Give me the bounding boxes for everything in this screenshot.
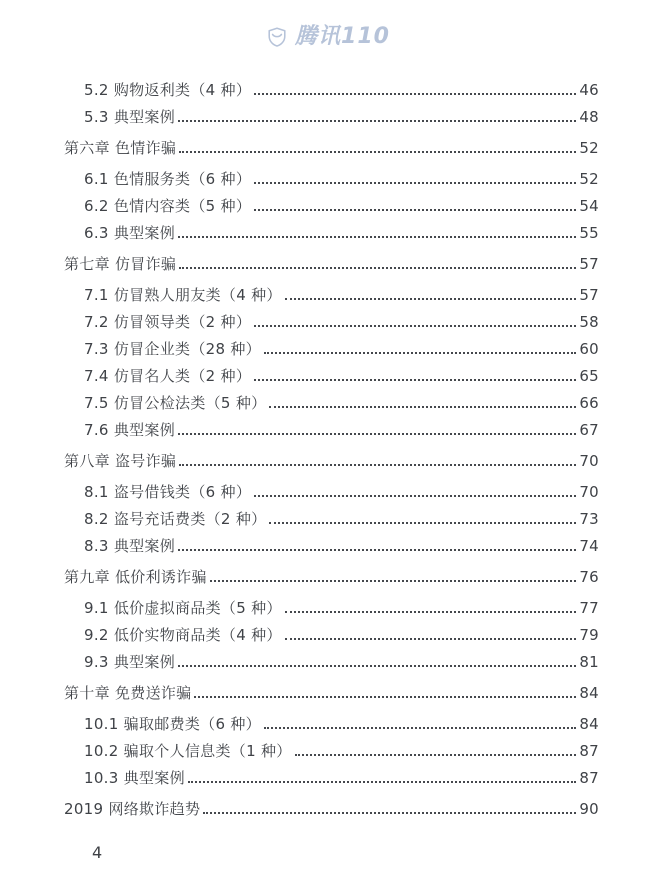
tencent110-logo <box>0 26 656 48</box>
toc-entry[interactable] <box>64 281 599 308</box>
dot-leader <box>254 371 576 381</box>
toc-entry-label: 9.2 低价实物商品类（4 种） <box>84 626 282 644</box>
toc-entry[interactable] <box>64 594 599 621</box>
dot-leader <box>178 541 576 551</box>
toc-entry[interactable] <box>64 710 599 737</box>
toc-entry-page: 84 <box>579 714 599 733</box>
toc-entry[interactable] <box>64 165 599 192</box>
dot-leader <box>264 719 576 729</box>
toc-entry-label: 10.1 骗取邮费类（6 种） <box>84 715 261 733</box>
logo-text: 腾讯110 <box>295 24 390 49</box>
toc-entry[interactable] <box>64 76 599 103</box>
dot-leader <box>179 456 576 466</box>
toc-entry-label: 10.3 典型案例 <box>84 769 185 787</box>
toc-entry-page: 87 <box>579 741 599 760</box>
toc-entry-label: 7.5 仿冒公检法类（5 种） <box>84 394 267 412</box>
toc-entry-page: 74 <box>579 536 599 555</box>
dot-leader <box>178 112 576 122</box>
toc-entry-page: 57 <box>579 285 599 304</box>
dot-leader <box>269 514 576 524</box>
toc-entry-label: 2019 网络欺诈趋势 <box>64 800 201 818</box>
toc-entry-label: 5.2 购物返利类（4 种） <box>84 81 252 99</box>
dot-leader <box>178 228 576 238</box>
toc-entry[interactable] <box>64 505 599 532</box>
toc-entry-page: 57 <box>579 254 599 273</box>
toc-entry[interactable] <box>64 621 599 648</box>
toc-entry[interactable] <box>64 679 599 706</box>
toc-entry-page: 77 <box>579 598 599 617</box>
toc-entry-label: 第九章 低价利诱诈骗 <box>64 568 207 586</box>
toc-entry-label: 7.4 仿冒名人类（2 种） <box>84 367 252 385</box>
dot-leader <box>203 804 576 814</box>
dot-leader <box>254 317 576 327</box>
toc-entry-page: 52 <box>579 169 599 188</box>
toc-entry[interactable] <box>64 532 599 559</box>
shield-icon <box>266 26 288 48</box>
toc-entry-page: 65 <box>579 366 599 385</box>
dot-leader <box>194 688 576 698</box>
dot-leader <box>254 174 576 184</box>
toc-entry[interactable] <box>64 219 599 246</box>
dot-leader <box>285 603 577 613</box>
toc-entry-page: 48 <box>579 107 599 126</box>
toc-entry-page: 81 <box>579 652 599 671</box>
toc-entry-label: 第六章 色情诈骗 <box>64 139 177 157</box>
dot-leader <box>295 746 577 756</box>
toc-entry-page: 87 <box>579 768 599 787</box>
toc-entry[interactable] <box>64 648 599 675</box>
toc-entry-label: 6.2 色情内容类（5 种） <box>84 197 252 215</box>
toc-entry-label: 6.1 色情服务类（6 种） <box>84 170 252 188</box>
toc-entry-label: 9.1 低价虚拟商品类（5 种） <box>84 599 282 617</box>
toc-entry-page: 58 <box>579 312 599 331</box>
toc-entry[interactable] <box>64 764 599 791</box>
dot-leader <box>285 630 577 640</box>
toc-entry-label: 7.1 仿冒熟人朋友类（4 种） <box>84 286 282 304</box>
toc-entry-page: 67 <box>579 420 599 439</box>
toc-entry-page: 84 <box>579 683 599 702</box>
toc-entry[interactable] <box>64 250 599 277</box>
dot-leader <box>254 487 576 497</box>
toc-entry-page: 46 <box>579 80 599 99</box>
toc-entry[interactable] <box>64 335 599 362</box>
dot-leader <box>264 344 576 354</box>
toc-entry[interactable] <box>64 447 599 474</box>
toc-entry[interactable] <box>64 134 599 161</box>
toc-entry-label: 10.2 骗取个人信息类（1 种） <box>84 742 292 760</box>
toc-entry-page: 70 <box>579 451 599 470</box>
toc-entry-label: 6.3 典型案例 <box>84 224 176 242</box>
toc-entry[interactable] <box>64 192 599 219</box>
dot-leader <box>178 425 576 435</box>
dot-leader <box>254 85 576 95</box>
toc-entry-page: 52 <box>579 138 599 157</box>
toc-entry-label: 5.3 典型案例 <box>84 108 176 126</box>
toc-entry[interactable] <box>64 308 599 335</box>
dot-leader <box>179 143 576 153</box>
toc-entry-label: 第八章 盗号诈骗 <box>64 452 177 470</box>
toc-entry[interactable] <box>64 362 599 389</box>
toc-entry[interactable] <box>64 737 599 764</box>
toc-entry-page: 73 <box>579 509 599 528</box>
toc-entry-label: 8.2 盗号充话费类（2 种） <box>84 510 267 528</box>
toc-entry-page: 60 <box>579 339 599 358</box>
toc-entry-label: 第七章 仿冒诈骗 <box>64 255 177 273</box>
toc-entry-page: 79 <box>579 625 599 644</box>
dot-leader <box>178 657 576 667</box>
toc-entry-label: 7.2 仿冒领导类（2 种） <box>84 313 252 331</box>
dot-leader <box>188 773 576 783</box>
toc-entry[interactable] <box>64 795 599 822</box>
toc-entry[interactable] <box>64 103 599 130</box>
page-number: 4 <box>92 843 103 862</box>
toc-entry[interactable] <box>64 389 599 416</box>
dot-leader <box>285 290 577 300</box>
toc-entry-label: 8.3 典型案例 <box>84 537 176 555</box>
toc-entry-label: 9.3 典型案例 <box>84 653 176 671</box>
toc-entry-label: 7.3 仿冒企业类（28 种） <box>84 340 261 358</box>
dot-leader <box>254 201 576 211</box>
dot-leader <box>179 259 576 269</box>
table-of-contents <box>0 76 656 826</box>
toc-entry[interactable] <box>64 563 599 590</box>
dot-leader <box>269 398 576 408</box>
toc-entry-label: 第十章 免费送诈骗 <box>64 684 192 702</box>
toc-entry-page: 70 <box>579 482 599 501</box>
toc-entry-page: 54 <box>579 196 599 215</box>
toc-entry[interactable] <box>64 416 599 443</box>
toc-entry-page: 55 <box>579 223 599 242</box>
toc-entry[interactable] <box>64 478 599 505</box>
toc-entry-page: 66 <box>579 393 599 412</box>
toc-entry-label: 7.6 典型案例 <box>84 421 176 439</box>
dot-leader <box>210 572 577 582</box>
toc-entry-label: 8.1 盗号借钱类（6 种） <box>84 483 252 501</box>
toc-entry-page: 90 <box>579 799 599 818</box>
toc-entry-page: 76 <box>579 567 599 586</box>
